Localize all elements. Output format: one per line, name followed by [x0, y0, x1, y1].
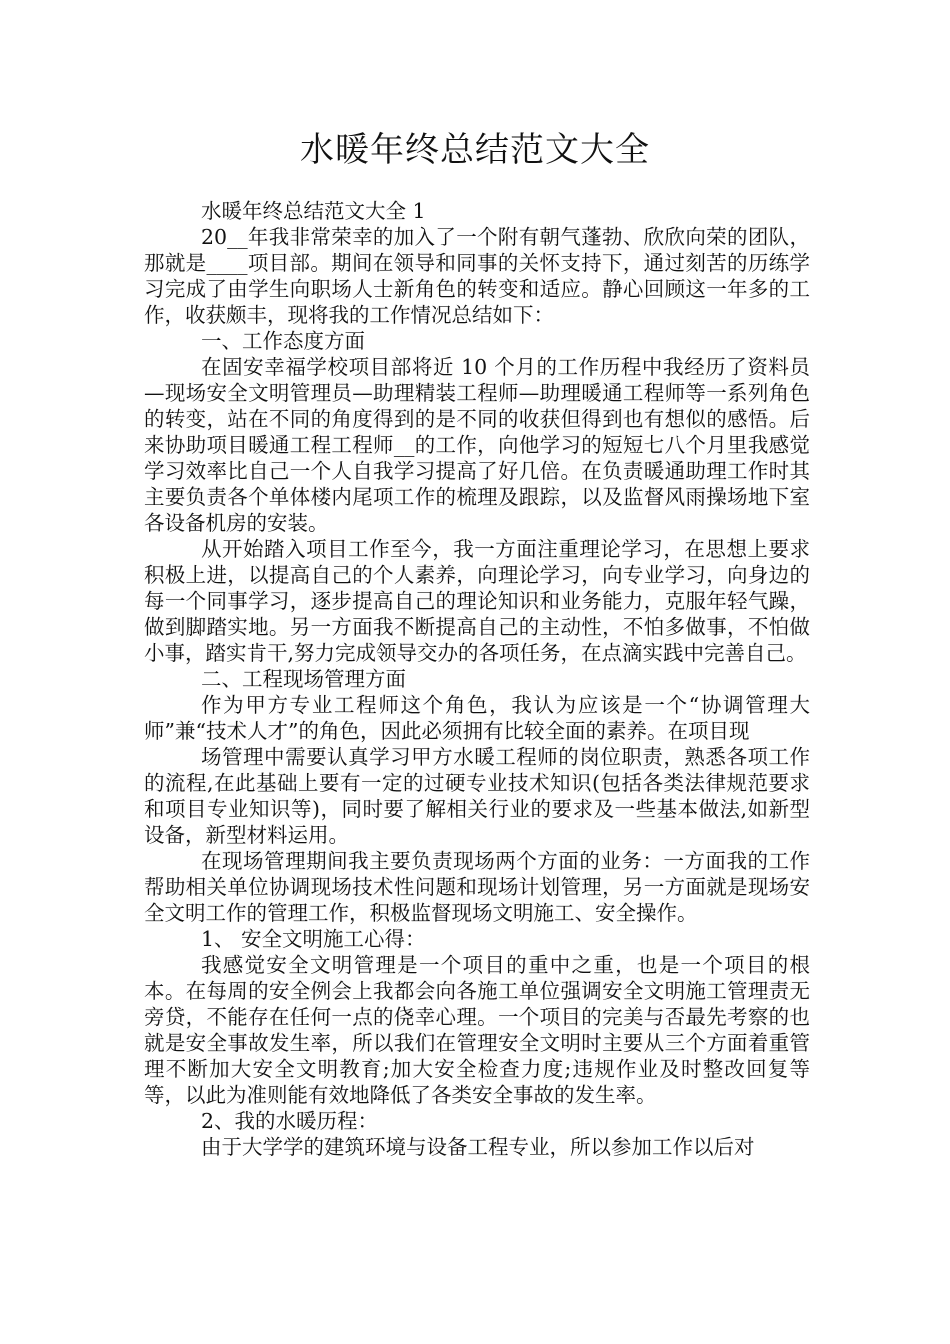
document-title: 水暖年终总结范文大全 — [300, 130, 650, 170]
body-paragraph: 在固安幸福学校项目部将近 10 个月的工作历程中我经历了资料员—现场安全文明管理员—助理精装工程师—助理暖通工程师等一系列角色的转变，站在不同的角度得到的是不同的收获但得到也有想似的感悟。后来协助项目暖通工程工程师__的工作，向他学习的短短七八个月里我感觉学习效率比自己一个人自我学习提高了好几倍。在负责暖通助理工作时其主要负责各个单体楼内尾项工作的梳理及跟踪，以及监督风雨操场地下室各设备机房的安装。 — [144, 355, 810, 535]
body-paragraph: 从开始踏入项目工作至今，我一方面注重理论学习，在思想上要求积极上进，以提高自己的个人素养，向理论学习，向专业学习，向身边的每一个同事学习，逐步提高自己的理论知识和业务能力，克服年轻气躁，做到脚踏实地。另一方面我不断提高自己的主动性，不怕多做事，不怕做小事，踏实肯干,努力完成领导交办的各项任务，在点滴实践中完善自己。 — [144, 537, 810, 665]
subheading-safety: 1、 安全文明施工心得： — [201, 927, 426, 951]
body-paragraph: 场管理中需要认真学习甲方水暖工程师的岗位职责，熟悉各项工作的流程,在此基础上要有一定的过硬专业技术知识(包括各类法律规范要求和项目专业知识等)，同时要了解相关行业的要求及一些基本做法,如新型设备，新型材料运用。 — [144, 745, 810, 847]
section-heading-site-management: 二、工程现场管理方面 — [201, 667, 406, 691]
body-paragraph: 由于大学学的建筑环境与设备工程专业，所以参加工作以后对 — [201, 1135, 755, 1159]
subtitle-paragraph: 水暖年终总结范文大全 1 — [201, 199, 426, 223]
section-heading-work-attitude: 一、工作态度方面 — [201, 329, 365, 353]
intro-paragraph: 20__年我非常荣幸的加入了一个附有朝气蓬勃、欣欣向荣的团队，那就是____项目部。期间在领导和同事的关怀支持下，通过刻苦的历练学习完成了由学生向职场人士新角色的转变和适应。静心回顾这一年多的工作，收获颇丰，现将我的工作情况总结如下： — [144, 225, 810, 327]
document-body — [144, 198, 810, 1160]
body-paragraph: 在现场管理期间我主要负责现场两个方面的业务：一方面我的工作帮助相关单位协调现场技术性问题和现场计划管理，另一方面就是现场安全文明工作的管理工作，积极监督现场文明施工、安全操作。 — [144, 849, 810, 925]
body-paragraph: 作为甲方专业工程师这个角色，我认为应该是一个“协调管理大师”兼“技术人才”的角色，因此必须拥有比较全面的素养。在项目现 — [144, 693, 810, 743]
subheading-hvac-history: 2、我的水暖历程： — [201, 1109, 379, 1133]
body-paragraph: 我感觉安全文明管理是一个项目的重中之重，也是一个项目的根本。在每周的安全例会上我都会向各施工单位强调安全文明施工管理责无旁贷，不能存在任何一点的侥幸心理。一个项目的完美与否最先考察的也就是安全事故发生率，所以我们在管理安全文明时主要从三个方面着重管理不断加大安全文明教育;加大安全检查力度;违规作业及时整改回复等等，以此为准则能有效地降低了各类安全事故的发生率。 — [144, 953, 810, 1107]
